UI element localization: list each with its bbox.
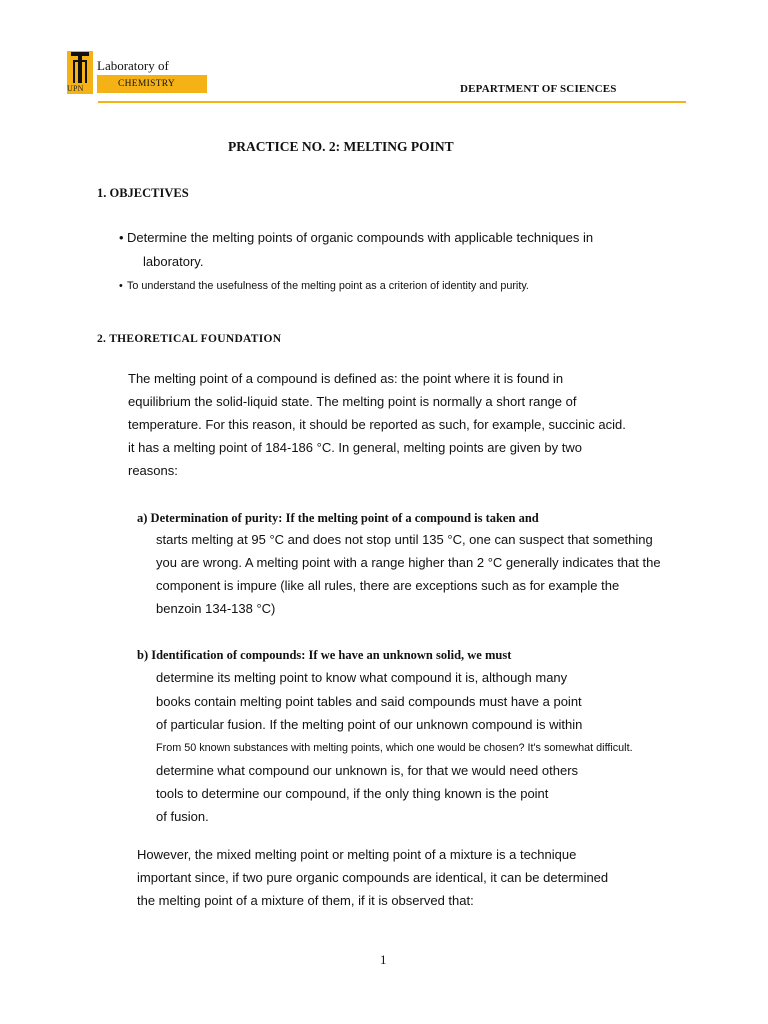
intro-line: it has a melting point of 184-186 °C. In general, melting points are given by two xyxy=(128,440,582,455)
bullet-icon: • xyxy=(119,230,124,245)
purity-heading: a) Determination of purity: If the melting point of a compound is taken and xyxy=(137,511,539,525)
logo-caption: UPN xyxy=(67,84,84,93)
objective-item xyxy=(119,278,529,294)
closing-line: the melting point of a mixture of them, if it is observed that: xyxy=(137,893,474,908)
objective-item xyxy=(119,230,593,246)
closing-line: important since, if two pure organic compounds are identical, it can be determined xyxy=(137,870,609,885)
section-heading-theory: 2. THEORETICAL FOUNDATION xyxy=(97,333,282,345)
identification-line: determine its melting point to know what compound it is, although many xyxy=(156,670,568,685)
upn-logo-glyph-icon xyxy=(69,50,91,84)
closing-line: However, the mixed melting point or melting point of a mixture is a technique xyxy=(137,847,577,862)
identification-line: of fusion. xyxy=(156,809,209,824)
intro-line: temperature. For this reason, it should be reported as such, for example, succinic acid. xyxy=(128,417,626,432)
purity-line: starts melting at 95 °C and does not stop until 135 °C, one can suspect that something xyxy=(156,532,653,547)
intro-line: equilibrium the solid-liquid state. The melting point is normally a short range of xyxy=(128,394,577,409)
page-title: PRACTICE NO. 2: MELTING POINT xyxy=(228,139,454,154)
section-heading-objectives: 1. OBJECTIVES xyxy=(97,186,189,200)
identification-line: tools to determine our compound, if the only thing known is the point xyxy=(156,786,549,801)
purity-line: benzoin 134-138 °C) xyxy=(156,601,276,616)
lab-title: Laboratory of xyxy=(97,58,169,73)
objective-text: To understand the usefulness of the melting point as a criterion of identity and purity. xyxy=(127,280,529,292)
department-name: DEPARTMENT OF SCIENCES xyxy=(460,83,617,95)
page-number: 1 xyxy=(380,952,387,967)
purity-line: you are wrong. A melting point with a range higher than 2 °C generally indicates that the xyxy=(156,555,661,570)
identification-heading: b) Identification of compounds: If we have an unknown solid, we must xyxy=(137,648,512,662)
identification-line: of particular fusion. If the melting point of our unknown compound is within xyxy=(156,717,583,732)
objective-text-cont: laboratory. xyxy=(143,254,204,269)
identification-line: From 50 known substances with melting points, which one would be chosen? It's somewhat difficult. xyxy=(156,742,633,754)
purity-line: component is impure (like all rules, there are exceptions such as for example the xyxy=(156,578,620,593)
subject-label: CHEMISTRY xyxy=(118,79,176,89)
objective-text: Determine the melting points of organic compounds with applicable techniques in xyxy=(127,230,594,245)
identification-line: determine what compound our unknown is, for that we would need others xyxy=(156,763,579,778)
intro-line: The melting point of a compound is defined as: the point where it is found in xyxy=(128,371,564,386)
header-divider xyxy=(98,101,686,103)
bullet-icon: • xyxy=(119,280,123,292)
intro-line: reasons: xyxy=(128,463,178,478)
identification-line: books contain melting point tables and said compounds must have a point xyxy=(156,694,582,709)
